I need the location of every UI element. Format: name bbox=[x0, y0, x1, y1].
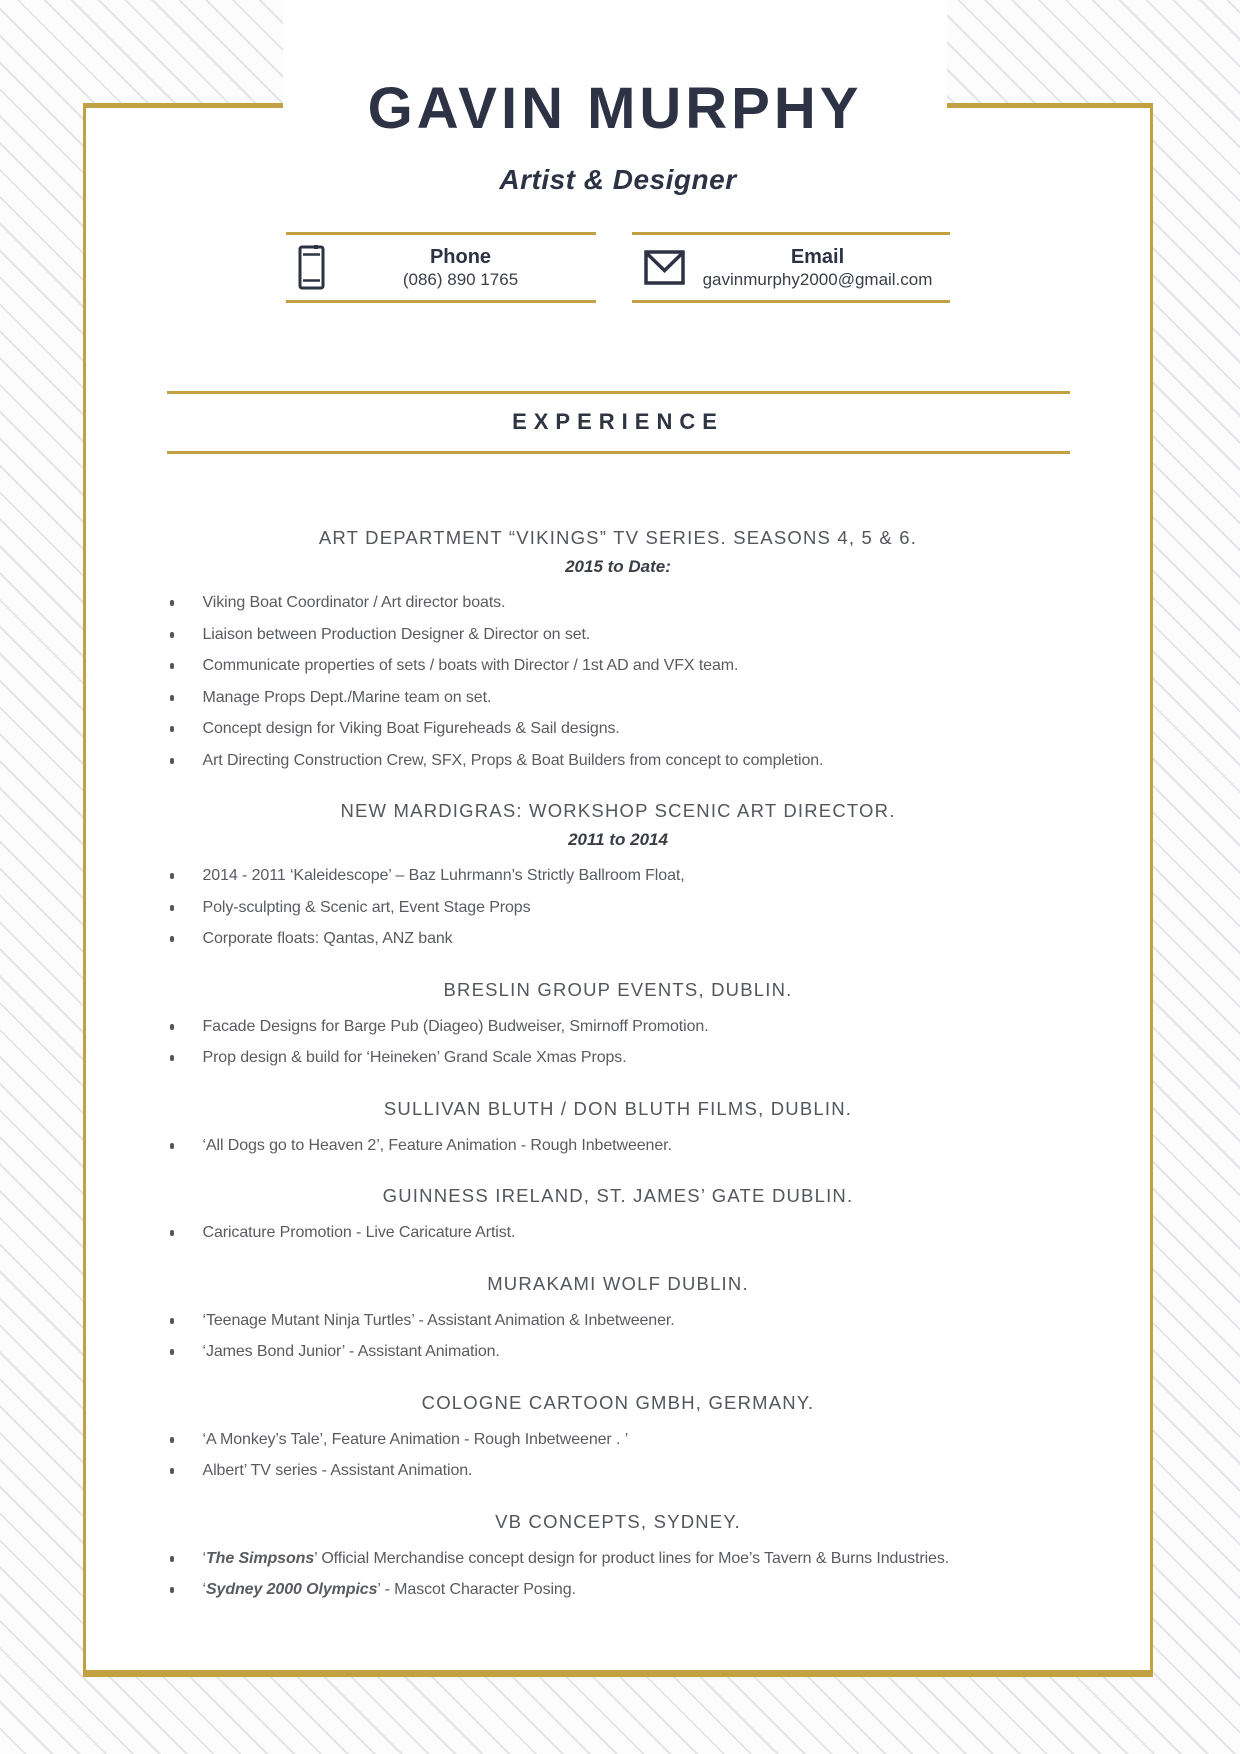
job-heading: ART DEPARTMENT “VIKINGS” TV SERIES. SEASONS 4, 5 & 6. bbox=[318, 527, 918, 548]
bullet-marker bbox=[170, 758, 174, 764]
job-bullets bbox=[167, 587, 1070, 776]
bullet-marker bbox=[170, 905, 174, 911]
bullet-item: Viking Boat Coordinator / Art director boats. bbox=[167, 587, 1070, 619]
job-heading: MURAKAMI WOLF DUBLIN. bbox=[487, 1272, 749, 1294]
bullet-marker bbox=[170, 726, 174, 732]
bullet-item: Manage Props Dept./Marine team on set. bbox=[167, 682, 1070, 714]
bullet-item: Prop design & build for ‘Heineken’ Grand Scale Xmas Props. bbox=[167, 1042, 1070, 1074]
bullet-item: ‘All Dogs go to Heaven 2’, Feature Animation - Rough Inbetweener. bbox=[167, 1130, 1070, 1162]
job-heading: VB CONCEPTS, SYDNEY. bbox=[495, 1510, 741, 1532]
contact-label-phone: Phone bbox=[429, 246, 492, 268]
bullet-item: Poly-sculpting & Scenic art, Event Stage Props bbox=[167, 892, 1070, 924]
bullet-marker bbox=[170, 1556, 174, 1562]
contact-value-phone: (086) 890 1765 bbox=[402, 270, 519, 289]
bullet-marker bbox=[170, 695, 174, 701]
bullet-marker bbox=[170, 1437, 174, 1443]
contact-label-email: Email bbox=[790, 246, 845, 268]
bullet-item: ‘Sydney 2000 Olympics’ - Mascot Character Posing. bbox=[167, 1574, 1070, 1606]
job-heading: SULLIVAN BLUTH / DON BLUTH FILMS, DUBLIN. bbox=[383, 1097, 853, 1119]
bullet-item: ‘Teenage Mutant Ninja Turtles’ - Assistant Animation & Inbetweener. bbox=[167, 1305, 1070, 1337]
bullet-item: Liaison between Production Designer & Director on set. bbox=[167, 619, 1070, 651]
job-bullets bbox=[167, 1543, 1070, 1606]
bullet-item: Art Directing Construction Crew, SFX, Props & Boat Builders from concept to completion. bbox=[167, 745, 1070, 777]
bullet-item: Corporate floats: Qantas, ANZ bank bbox=[167, 923, 1070, 955]
name-banner bbox=[283, 0, 947, 146]
person-name: GAVIN MURPHY bbox=[367, 76, 863, 141]
bullet-item: Communicate properties of sets / boats with Director / 1st AD and VFX team. bbox=[167, 650, 1070, 682]
bullet-marker bbox=[170, 1587, 174, 1593]
bullet-item: ‘James Bond Junior’ - Assistant Animation. bbox=[167, 1336, 1070, 1368]
job-entry bbox=[167, 525, 1070, 776]
job-heading: NEW MARDIGRAS: WORKSHOP SCENIC ART DIRECTOR. bbox=[340, 800, 896, 821]
job-heading: GUINNESS IRELAND, ST. JAMES’ GATE DUBLIN. bbox=[382, 1185, 854, 1206]
person-job-title: Artist & Designer bbox=[499, 164, 737, 195]
job-bullets bbox=[167, 1011, 1070, 1074]
bullet-marker bbox=[170, 936, 174, 942]
job-bullets bbox=[167, 1217, 1070, 1249]
bullet-item: Albert’ TV series - Assistant Animation. bbox=[167, 1455, 1070, 1487]
job-entry bbox=[167, 1509, 1070, 1606]
bullet-marker bbox=[170, 1143, 174, 1149]
job-date: 2015 to Date: bbox=[565, 557, 671, 576]
resume-content bbox=[167, 163, 1070, 1606]
bullet-item: ‘A Monkey’s Tale’, Feature Animation - Rough Inbetweener . ’ bbox=[167, 1424, 1070, 1456]
experience-section-title: EXPERIENCE bbox=[167, 391, 1070, 454]
contact-card-email bbox=[632, 232, 950, 303]
bullet-marker bbox=[170, 632, 174, 638]
job-bullets bbox=[167, 1424, 1070, 1487]
bullet-marker bbox=[170, 1318, 174, 1324]
bullet-marker bbox=[170, 1230, 174, 1236]
bullet-marker bbox=[170, 1024, 174, 1030]
contact-row bbox=[167, 232, 1070, 303]
job-bullets bbox=[167, 1305, 1070, 1368]
bullet-item: Concept design for Viking Boat Figureheads & Sail designs. bbox=[167, 713, 1070, 745]
bullet-item: 2014 - 2011 ‘Kaleidescope’ – Baz Luhrmann’s Strictly Ballroom Float, bbox=[167, 860, 1070, 892]
page-frame-border bbox=[83, 103, 1153, 1677]
job-bullets bbox=[167, 860, 1070, 955]
contact-text-phone bbox=[325, 245, 596, 290]
bullet-item: ‘The Simpsons’ Official Merchandise concept design for product lines for Moe’s Tavern & Burns Industries. bbox=[167, 1543, 1070, 1575]
bullet-marker bbox=[170, 663, 174, 669]
job-entry bbox=[167, 1390, 1070, 1487]
job-date: 2011 to 2014 bbox=[568, 830, 668, 849]
bullet-marker bbox=[170, 873, 174, 879]
job-entry bbox=[167, 1096, 1070, 1162]
contact-card-phone bbox=[286, 232, 596, 303]
job-heading: BRESLIN GROUP EVENTS, DUBLIN. bbox=[443, 978, 793, 1000]
experience-sections bbox=[167, 525, 1070, 1606]
job-entry bbox=[167, 977, 1070, 1074]
job-bullets bbox=[167, 1130, 1070, 1162]
bullet-marker bbox=[170, 1349, 174, 1355]
email-icon bbox=[644, 250, 685, 285]
contact-value-email: gavinmurphy2000@gmail.com bbox=[702, 270, 933, 289]
contact-text-email bbox=[685, 245, 950, 290]
job-entry bbox=[167, 1271, 1070, 1368]
bullet-item: Facade Designs for Barge Pub (Diageo) Budweiser, Smirnoff Promotion. bbox=[167, 1011, 1070, 1043]
bullet-marker bbox=[170, 1468, 174, 1474]
phone-icon bbox=[298, 245, 325, 290]
job-heading: COLOGNE CARTOON GMBH, GERMANY. bbox=[421, 1391, 815, 1413]
bullet-marker bbox=[170, 600, 174, 606]
bullet-item: Caricature Promotion - Live Caricature Artist. bbox=[167, 1217, 1070, 1249]
bullet-marker bbox=[170, 1055, 174, 1061]
job-entry bbox=[167, 1183, 1070, 1249]
job-entry bbox=[167, 798, 1070, 955]
